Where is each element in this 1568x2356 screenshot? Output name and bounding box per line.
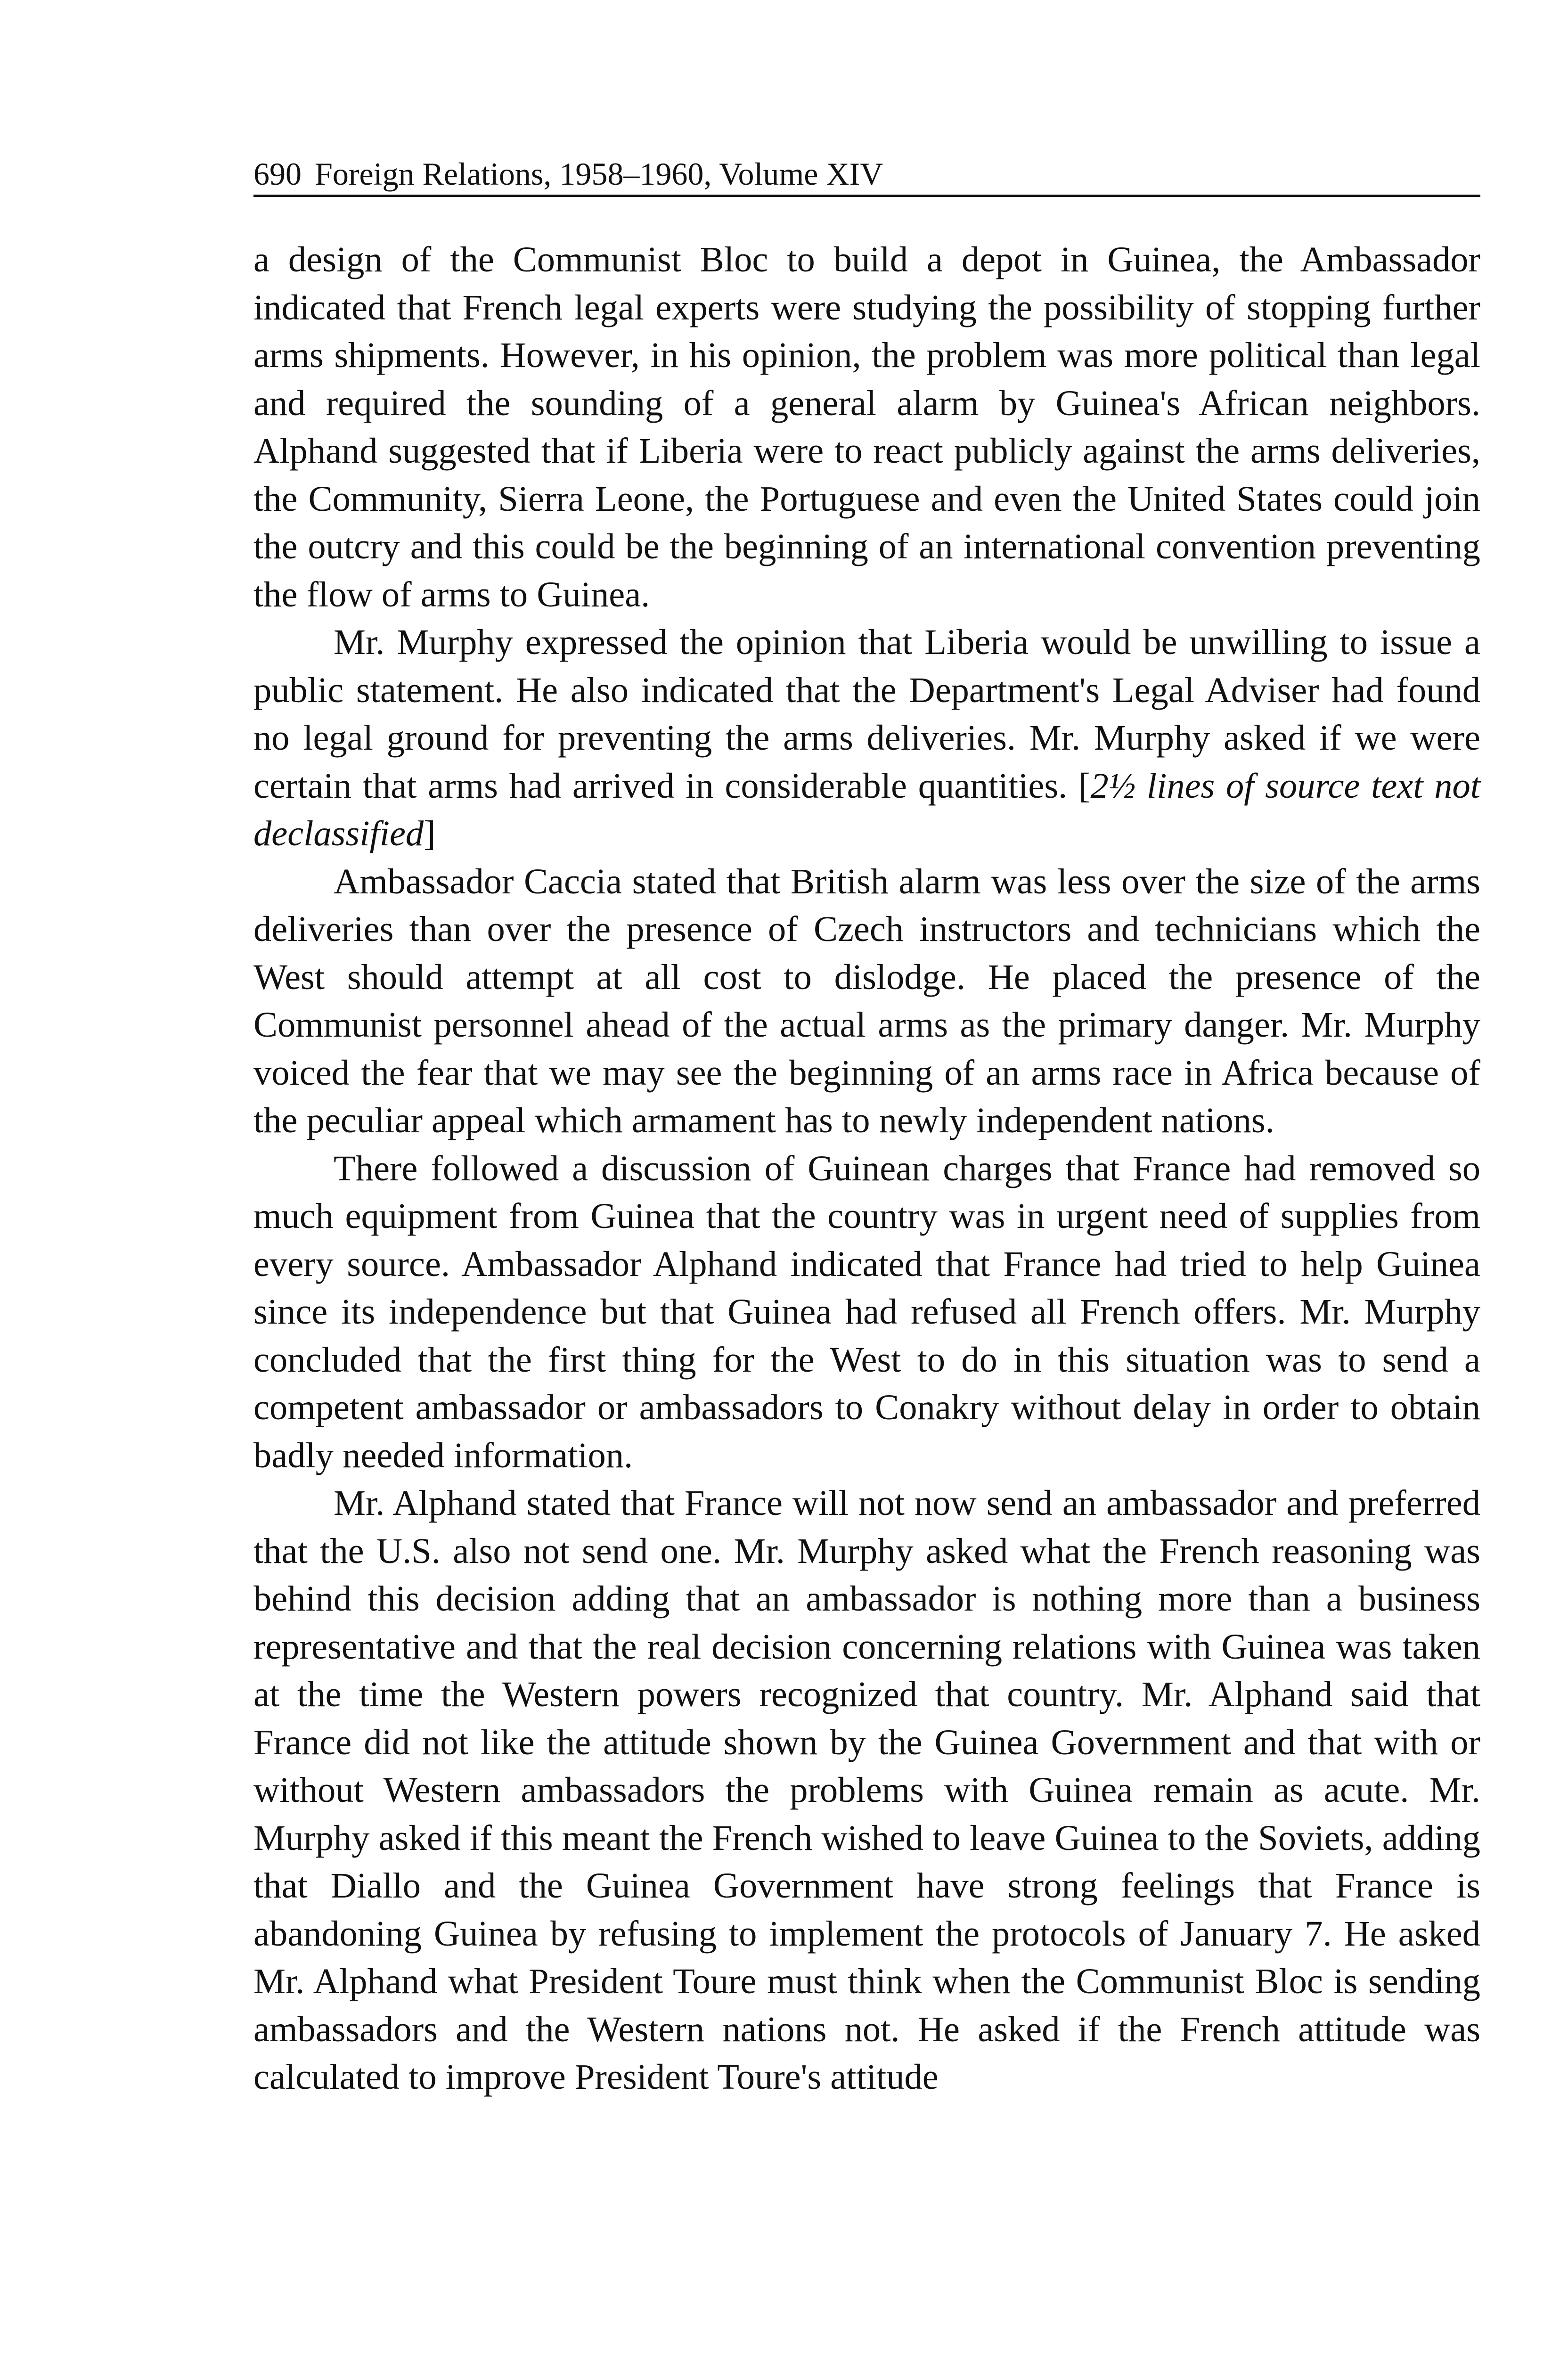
- paragraph-3: [253, 858, 1480, 1145]
- paragraph-3-text: Ambassador Caccia stated that British alarm was less over the size of the arms deliveries than over the presence of Czech instructors and technicians which the West should attempt at all cost to dislodge. He placed the presence of the Communist personnel ahead of the actual arms as the primary danger. Mr. Murphy voiced the fear that we may see the beginning of an arms race in Africa because of the peculiar appeal which armament has to newly independent nations.: [253, 861, 1480, 1140]
- running-title: Foreign Relations, 1958–1960, Volume XIV: [315, 156, 883, 192]
- page-header: [253, 150, 1480, 197]
- paragraph-2: Mr. Murphy expressed the opinion that Liberia would be unwilling to issue a public statement. He also indicated that the Department's Legal Adviser had found no legal ground for preventing the arms deliveries. Mr. Murphy asked if we were certain that arms had arrived in considerable quantities. [2½ lines of source text not declassified]: [253, 622, 1480, 853]
- page-number: 690: [253, 156, 302, 192]
- paragraph-4: [253, 1145, 1480, 1480]
- paragraph-5: [253, 1479, 1480, 2101]
- not-declassified-note: 2½ lines of source text not declassified: [253, 765, 1480, 853]
- paragraph-2-text: Mr. Murphy expressed the opinion that Liberia would be unwilling to issue a public statement. He also indicated that the Department's Legal Adviser had found no legal ground for preventing the arms deliveries. Mr. Murphy asked if we were certain that arms had arrived in considerable quantities.: [253, 622, 1480, 806]
- paragraph-4-text: There followed a discussion of Guinean charges that France had removed so much equipment from Guinea that the country was in urgent need of supplies from every source. Ambassador Alphand indicated that France had tried to help Guinea since its independence but that Guinea had refused all French offers. Mr. Murphy concluded that the first thing for the West to do in this situation was to send a competent ambassador or ambassadors to Conakry without delay in order to obtain badly needed information.: [253, 1148, 1480, 1475]
- paragraph-1-text: a design of the Communist Bloc to build a depot in Guinea, the Ambassador indicated that French legal experts were studying the possibility of stopping further arms shipments. However, in his opinion, the problem was more political than legal and required the sounding of a general alarm by Guinea's African neighbors. Alphand suggested that if Liberia were to react publicly against the arms deliveries, the Community, Sierra Leone, the Portuguese and even the United States could join the outcry and this could be the beginning of an international convention preventing the flow of arms to Guinea.: [253, 239, 1480, 614]
- paragraph-1: [253, 236, 1480, 618]
- paragraph-5-text: Mr. Alphand stated that France will not now send an ambassador and preferred that the U.S. also not send one. Mr. Murphy asked what the French reasoning was behind this decision adding that an ambassador is nothing more than a business representative and that the real decision concerning relations with Guinea was taken at the time the Western powers recognized that country. Mr. Alphand said that France did not like the attitude shown by the Guinea Government and that with or without Western ambassadors the problems with Guinea remain as acute. Mr. Murphy asked if this meant the French wished to leave Guinea to the Soviets, adding that Diallo and the Guinea Government have strong feelings that France is abandoning Guinea by refusing to implement the protocols of January 7. He asked Mr. Alphand what President Toure must think when the Communist Bloc is sending ambassadors and the Western nations not. He asked if the French attitude was calculated to improve President Toure's attitude: [253, 1483, 1480, 2097]
- body-text: [253, 236, 1480, 2101]
